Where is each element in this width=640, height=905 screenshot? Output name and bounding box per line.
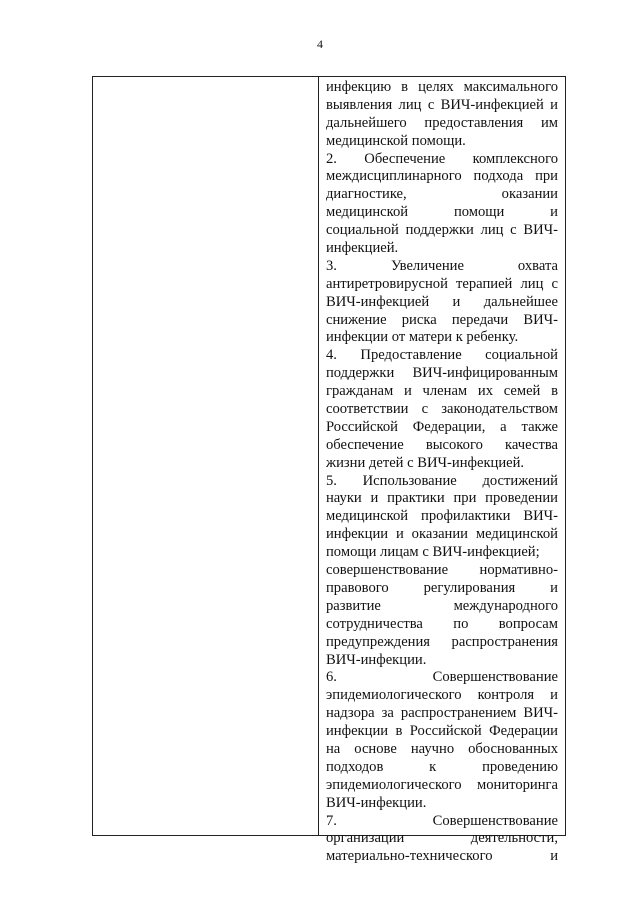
text-line: медицинской помощи. — [326, 132, 466, 149]
text-line: ВИЧ-инфекции. — [326, 794, 427, 811]
text-line: 6. Совершенствование — [326, 669, 558, 686]
text-line: сотрудничества по вопросам — [326, 615, 558, 632]
text-line: жизни детей с ВИЧ-инфекцией. — [326, 454, 525, 471]
text-line: совершенствование нормативно- — [326, 562, 558, 579]
text-line: материально-технического и — [326, 848, 558, 865]
text-line: диагностике, оказании — [326, 186, 558, 203]
text-line: инфекции в Российской Федерации — [326, 723, 558, 740]
text-line: науки и практики при проведении — [326, 490, 558, 507]
text-line: поддержки ВИЧ-инфицированным — [326, 365, 558, 382]
table-left-cell — [93, 77, 319, 835]
text-line: Российской Федерации, а также — [326, 418, 558, 435]
text-line: дальнейшего предоставления им — [326, 114, 558, 131]
text-line: гражданам и членам их семей в — [326, 383, 558, 400]
text-line: обеспечение высокого качества — [326, 436, 558, 453]
text-line: организации деятельности, — [326, 830, 558, 847]
text-line: социальной поддержки лиц с ВИЧ- — [326, 222, 558, 239]
text-line: инфекции и оказании медицинской — [326, 526, 558, 543]
text-line: снижение риска передачи ВИЧ- — [326, 311, 558, 328]
text-line: 4. Предоставление социальной — [326, 347, 558, 364]
text-line: на основе научно обоснованных — [326, 740, 558, 757]
text-line: ВИЧ-инфекции. — [326, 651, 427, 668]
text-line: инфекцию в целях максимального — [326, 79, 558, 95]
text-line: медицинской помощи и — [326, 204, 558, 221]
text-line: соответствии с законодательством — [326, 401, 558, 418]
text-line: антиретровирусной терапией лиц с — [326, 275, 558, 292]
text-line: надзора за распространением ВИЧ- — [326, 705, 558, 722]
page-number: 4 — [317, 37, 323, 51]
text-line: выявления лиц с ВИЧ-инфекцией и — [326, 96, 558, 113]
text-line: предупреждения распространения — [326, 633, 558, 650]
text-line: медицинской профилактики ВИЧ- — [326, 508, 558, 525]
text-line: 7. Совершенствование — [326, 812, 558, 829]
text-line: 2. Обеспечение комплексного — [326, 150, 558, 167]
text-line: 3. Увеличение охвата — [326, 257, 558, 274]
document-table — [92, 76, 566, 865]
text-line: развитие международного — [326, 597, 558, 614]
text-line: инфекции от матери к ребенку. — [326, 329, 519, 346]
text-line: эпидемиологического контроля и — [326, 687, 558, 704]
text-line: помощи лицам с ВИЧ-инфекцией; — [326, 544, 540, 561]
table-right-cell — [319, 77, 565, 865]
text-line: ВИЧ-инфекцией и дальнейшее — [326, 293, 558, 310]
text-line: 5. Использование достижений — [326, 472, 558, 489]
text-line: правового регулирования и — [326, 579, 558, 596]
text-line: подходов к проведению — [326, 758, 558, 775]
text-line: инфекцией. — [326, 240, 399, 257]
text-line: междисциплинарного подхода при — [326, 168, 558, 185]
text-line: эпидемиологического мониторинга — [326, 776, 558, 793]
